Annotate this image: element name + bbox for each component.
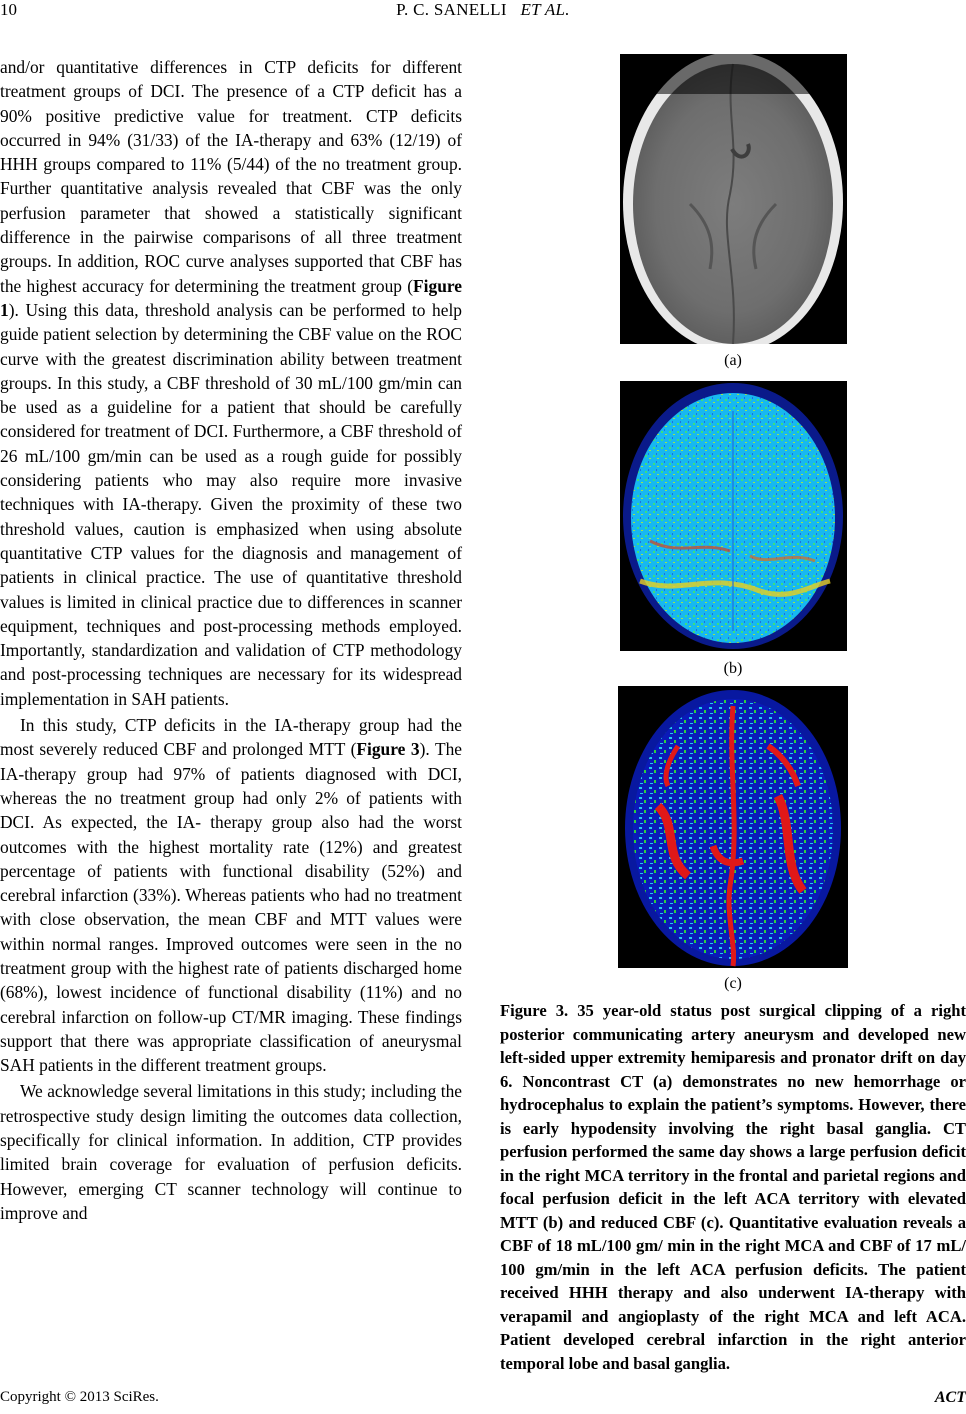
- figure-panel-a-label: (a): [724, 352, 742, 369]
- body-text-column: [0, 55, 462, 1225]
- footer-journal: ACT: [934, 1389, 966, 1406]
- footer-copyright: Copyright © 2013 SciRes.: [0, 1389, 159, 1405]
- running-head: [0, 0, 966, 20]
- running-head-authors: P. C. SANELLI: [396, 0, 507, 19]
- figure-panel-b-mtt-map: [620, 381, 847, 651]
- paragraph-2-tail: ). The IA-therapy group had 97% of patients diagnosed with DCI, whereas the no treatment group had only 2% of patients with DCI. As expected, the IA- therapy group also had the worst outcomes with the highest mortality rate (12%) and greatest percentage of patients with functional disability (52%) and cerebral infarction (33%). Whereas patients who had no treatment with close observation, the mean CBF and MTT values were within normal ranges. Improved outcomes were seen in the no treatment group with the highest rate of patients discharged home (68%), lowest incidence of functional disability (11%) and no cerebral infarction on follow-up CT/MR imaging. These findings support that there was appropriate classification of aneurysmal SAH patients in the different treatment groups.: [0, 739, 462, 1076]
- paragraph-2: [0, 713, 462, 1077]
- page-number: 10: [0, 0, 17, 19]
- paragraph-2-text: In this study, CTP deficits in the IA-therapy group had the most severely reduced CBF and prolonged MTT (: [0, 715, 462, 760]
- page-header: [0, 0, 966, 28]
- paragraph-1-tail: ). Using this data, threshold analysis can be performed to help guide patient selection by determining the CBF value on the ROC curve with the greatest discrimination ability between treatment groups. In this study, a CBF threshold of 30 mL/100 gm/min can be used as a guideline for a patient that should be carefully considered for treatment of DCI. Furthermore, a CBF threshold of 26 mL/100 gm/min can be used as a rough guide for possibly considering patients who may also require more invasive techniques with IA-therapy. Given the proximity of these two threshold values, caution is emphasized when using absolute quantitative CTP values for the diagnosis and management of patients in clinical practice. The use of quantitative threshold values is limited in clinical practice due to differences in scanner equipment, techniques and post-processing methods employed. Importantly, standardization and validation of CTP methodology and post-processing techniques are necessary for its widespread implementation in SAH patients.: [0, 299, 462, 709]
- figure-1-ref[interactable]: Figure 1: [0, 275, 462, 320]
- figure-panel-c-label: (c): [724, 975, 742, 992]
- figure-panel-a-ct-image: [620, 54, 847, 344]
- figure-panel-b-label: (b): [723, 660, 743, 677]
- figure-3-ref[interactable]: Figure 3: [356, 739, 420, 760]
- paragraph-3: We acknowledge several limitations in this study; including the retrospective study design limiting the outcomes data collection, specifically for clinical information. In addition, CTP provides limited brain coverage for evaluation of perfusion deficits. However, emerging CT scanner technology will continue to improve and: [0, 1081, 462, 1223]
- running-head-et-al: ET AL.: [520, 0, 570, 19]
- figure-panel-c-cbf-map: [618, 686, 848, 968]
- paragraph-1: [0, 55, 462, 711]
- paragraph-1-text: and/or quantitative differences in CTP deficits for different treatment groups of DCI. The presence of a CTP deficit has a 90% positive predictive value for treatment. CTP deficits occurred in 94% (31/33) of the IA-therapy and 63% (12/19) of HHH groups compared to 11% (5/44) of the no treatment group. Further quantitative analysis revealed that CBF was the only perfusion parameter that showed a statistically significant difference in the pairwise comparisons of all three treatment groups. In addition, ROC curve analyses supported that CBF has the highest accuracy for determining the treatment group (: [0, 57, 462, 296]
- figure-caption: Figure 3. 35 year-old status post surgical clipping of a right posterior communicating artery aneurysm and developed new left-sided upper extremity hemiparesis and pronator drift on day 6. Noncontrast CT (a) demonstrates no new hemorrhage or hydrocephalus to explain the patient’s symptoms. However, there is early hypodensity involving the right basal ganglia. CT perfusion performed the same day shows a large perfusion deficit in the right MCA territory in the frontal and parietal regions and focal perfusion deficit in the left ACA territory with elevated MTT (b) and reduced CBF (c). Quantitative evaluation reveals a CBF of 18 mL/100 gm/ min in the right MCA and CBF of 17 mL/ 100 gm/min in the left ACA perfusion deficits. The patient received HHH therapy and also underwent IA-therapy with verapamil and angioplasty of the right MCA and left ACA. Patient developed cerebral infarction in the right anterior temporal lobe and basal ganglia.: [500, 1001, 966, 1373]
